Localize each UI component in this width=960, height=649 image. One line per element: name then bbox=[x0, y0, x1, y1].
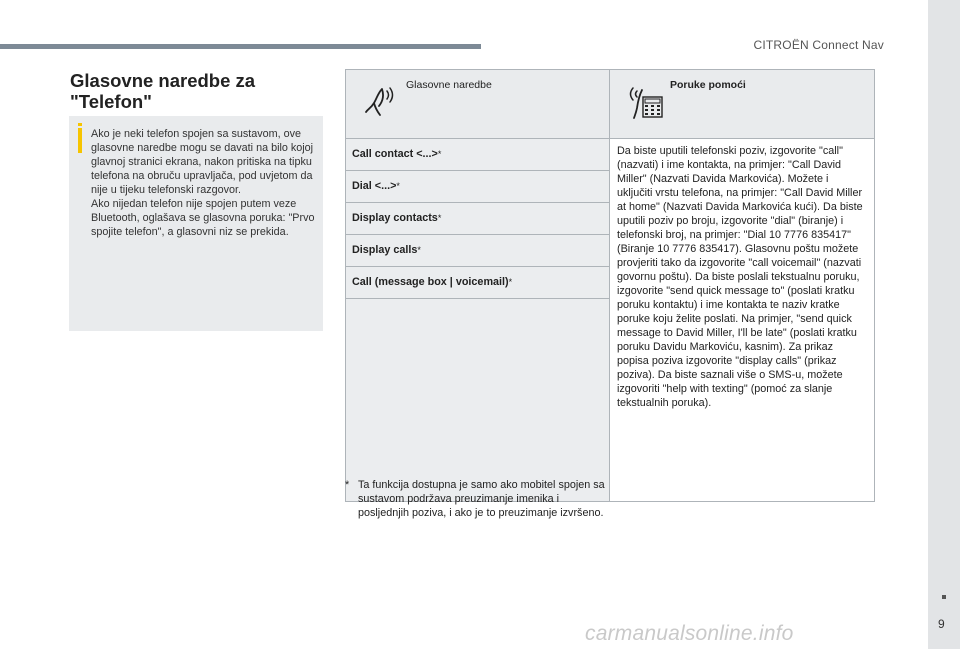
section-title: Glasovne naredbe za "Telefon" bbox=[70, 70, 256, 112]
help-message-cell bbox=[610, 139, 875, 502]
command-footnote-mark: * bbox=[417, 245, 421, 255]
command-footnote-mark: * bbox=[437, 213, 442, 223]
col-header-help bbox=[610, 70, 875, 139]
command-label: Display calls bbox=[352, 244, 418, 256]
command-label: Call contact <...> bbox=[352, 148, 438, 160]
footnote-text: Ta funkcija dostupna je samo ako mobitel spojen sa sustavom podržava preuzimanje imenika i posljednjih poziva, i ako je to preuzimanje izvršeno. bbox=[358, 479, 605, 519]
command-row bbox=[346, 171, 610, 203]
col-header-help-label: Poruke pomoći bbox=[670, 79, 746, 91]
command-footnote-mark: * bbox=[396, 181, 400, 191]
col-header-commands-label: Glasovne naredbe bbox=[406, 79, 492, 91]
voice-command-table bbox=[345, 69, 875, 502]
col-header-commands bbox=[346, 70, 610, 139]
command-footnote-mark: * bbox=[437, 149, 442, 159]
command-row-empty bbox=[346, 299, 610, 502]
header-rule bbox=[0, 44, 481, 49]
watermark: carmanualsonline.info bbox=[585, 622, 794, 645]
section-marker bbox=[942, 595, 946, 599]
command-label: Call (message box | voicemail) bbox=[352, 276, 509, 288]
command-row bbox=[346, 203, 610, 235]
info-icon bbox=[78, 128, 82, 153]
help-message-text: Da biste uputili telefonski poziv, izgovorite "call" (nazvati) i ime kontakta, na primjer: "Call David Miller" (Nazvati Davida Markovića). Možete i uključiti vrstu telefona, na primjer: "Call David Miller at home" (Nazvati Davida Markovića kući). Da biste uputili poziv po broju, izgovorite "dial" (biranje) i telefonski broj, na primjer: "Dial 10 7776 835417" (Biranje 10 7776 835417). Glasovnu poštu možete provjeriti tako da izgovorite "call voicemail" (nazvati govornu poštu). Da biste poslali tekstualnu poruku, izgovorite "send quick message to" (poslati kratku poruku kontaktu) i ime kontakta te naziv kratke poruke koju želite poslati. Na primjer, "send quick message to David Miller, I'll be late" (poslati kratku poruku Davidu Markoviću, kasnim). Za prikaz popisa poziva izgovorite "display calls" (prikaz poziva). Da biste saznali više o SMS-u, možete izgovoriti "help with texting" (pomoć za slanje tekstualnih poruka). bbox=[617, 145, 863, 409]
command-footnote-mark: * bbox=[508, 277, 513, 287]
info-text: Ako je neki telefon spojen sa sustavom, ove glasovne naredbe mogu se davati na bilo kojoj glavnoj stranici ekrana, nakon pritiska na tipku telefona na obruču upravljača, pod uvjetom da nije u tijeku telefonski razgovor. Ako nijedan telefon nije spojen putem veze Bluetooth, oglašava se glasovna poruka: "Prvo spojite telefon", a glasovni niz se prekida. bbox=[91, 128, 315, 238]
command-row bbox=[346, 139, 610, 171]
page-side-band bbox=[928, 0, 960, 649]
page-number: 9 bbox=[938, 617, 945, 631]
command-label: Display contacts bbox=[352, 212, 438, 224]
command-row bbox=[346, 267, 610, 299]
voice-command-icon bbox=[360, 82, 400, 122]
footnote bbox=[345, 478, 607, 520]
command-label: Dial <...> bbox=[352, 180, 397, 192]
info-icon-dot bbox=[78, 123, 82, 126]
voice-help-icon bbox=[624, 82, 664, 122]
header-brand: CITROËN Connect Nav bbox=[753, 38, 884, 52]
command-row bbox=[346, 235, 610, 267]
footnote-mark: * bbox=[345, 479, 350, 491]
